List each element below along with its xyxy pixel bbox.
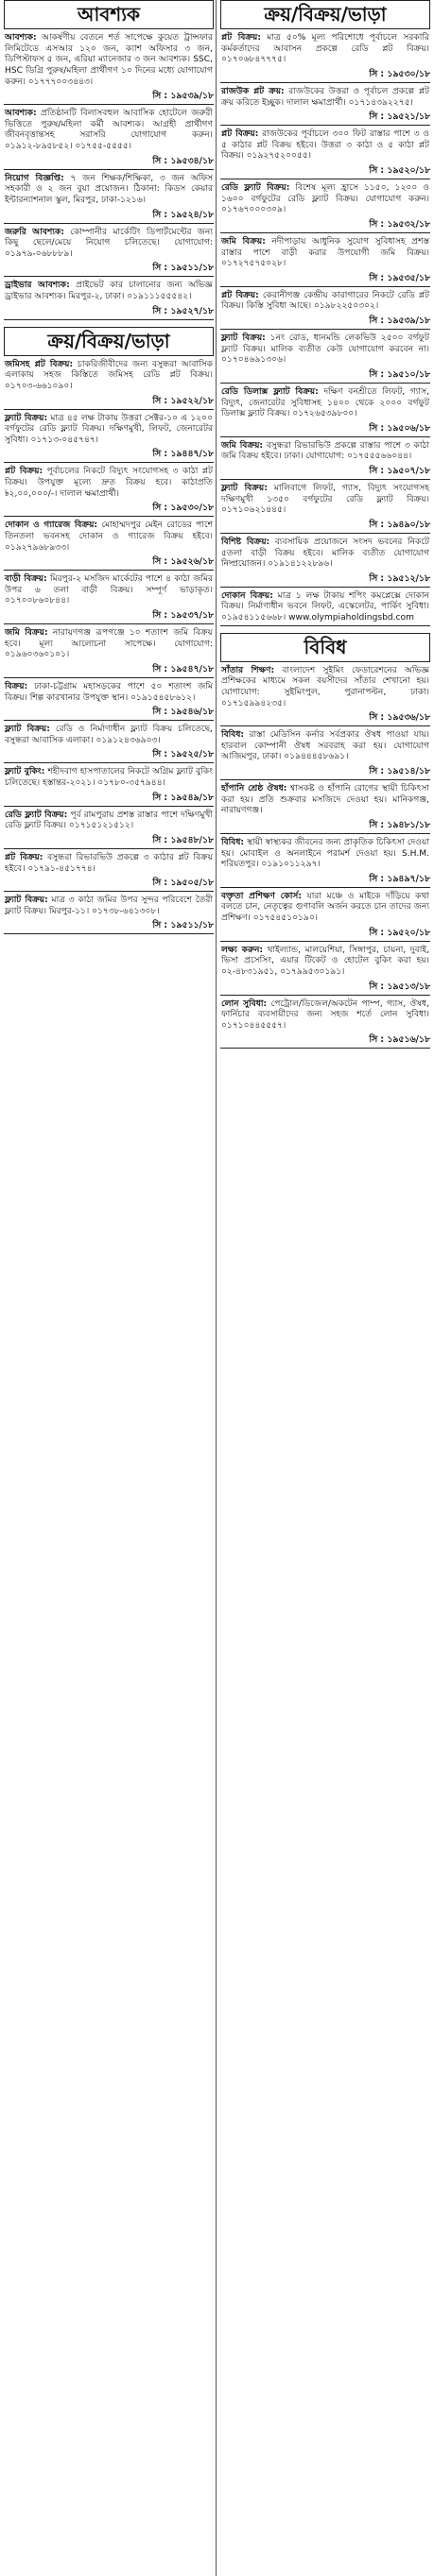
ad-divider (220, 887, 430, 888)
classified-ad (220, 87, 430, 126)
classified-ad (220, 892, 430, 942)
classified-ad (220, 33, 430, 83)
ad-text (4, 228, 214, 261)
ad-body: শ্বাসকষ্ট ও হাঁপানি রোগের স্থায়ী চিকিৎসা করা হয়। প্রতি শুক্রবার মসজিদে দেওয়া হয়। মানিকগঞ্জ, নারায়ণগঞ্জ। (221, 784, 429, 816)
classified-ad (4, 896, 214, 934)
ad-divider (220, 383, 430, 384)
classified-ad (4, 228, 214, 278)
ad-text (4, 574, 214, 607)
ad-reference: সি : ১৯৫০৬/১৮ (369, 422, 430, 434)
ad-reference: সি : ১৯৫৩৯/১৮ (369, 316, 430, 326)
ad-reference: সি : ১৯৫০৫/১৮ (152, 878, 214, 889)
ad-divider (220, 625, 430, 626)
ad-keyword: ফ্ল্যাট বিক্রয়: (5, 725, 50, 735)
ad-reference: সি : ১৯৫৩৫/১৮ (369, 272, 430, 283)
ad-reference: সি : ১৯৪৯০/১৮ (369, 519, 430, 530)
ad-body: রাজউকের উত্তরা ও পূর্বাচল প্রকল্পে প্লট ক্রয় করিতে ইচ্ছুক। দালাল ক্ষমাপ্রার্থী। ০১৭১৪৩৯২২৭৫। (221, 86, 429, 108)
ad-keyword: ফ্ল্যাট বিক্রয়: (5, 896, 48, 906)
ad-body: চাকরিজীবীদের জন্য বসুন্ধরা আবাসিক এলাকায় সহজ কিস্তিতে জমিসহ রেডি প্লট বিক্রয়। ০১৭০৩-৬৬১০৯০। (5, 359, 214, 391)
ad-text (4, 520, 214, 554)
ad-body: ৭ জন শিক্ষক/শিক্ষিকা, ৩ জন অফিস সহকারী ও ২ জন বুয়া প্রয়োজন। ঠিকানা: কিডস কেয়ার ইন্টারন্যাশনাল স্কুল, মিরপুর, ঢাকা-১২১৬। (5, 173, 213, 205)
ad-text (4, 467, 214, 500)
ad-keyword: ফ্ল্যাট বিক্রয়: (221, 484, 268, 493)
ad-reference: সি : ১৯৫২৫/১৮ (152, 749, 214, 760)
ad-divider (220, 587, 430, 588)
ad-reference: সি : ১৯৫১৩/১৮ (369, 981, 430, 992)
ad-divider (220, 833, 430, 834)
ad-body: পূর্বাচলের নিকটে বিদ্যুৎ সংযোগসহ ৩ কাঠা প্লট বিক্রয়। উপযুক্ত মূল্যে দ্রুত বিক্রয় হবে। কাঠাপ্রতি ৳২,০০,০০০/-। দালাল ক্ষমাপ্রার্থী। (5, 467, 213, 499)
ad-reference: সি : ১৯৫১১/১৮ (152, 920, 214, 931)
ad-reference: সি : ১৯৫১৬/১৮ (369, 1034, 430, 1046)
classified-ad (220, 441, 430, 480)
classified-ad (4, 33, 214, 105)
ad-divider (4, 319, 214, 320)
ad-keyword: আবশ্যক: (5, 33, 37, 43)
ad-keyword: সাঁতার শিক্ষণ: (221, 665, 275, 675)
ad-body: মোহাম্মদপুর মেইন রোডের পাশে তিনতলা ভবনসহ দোকান ও গ্যারেজ বিক্রয় হইবে। ০১৯২৭৯৬৮৯৩৩। (5, 520, 213, 553)
right-column (220, 0, 430, 1052)
ad-text (220, 946, 430, 979)
ad-divider (4, 223, 214, 224)
classified-ad (4, 174, 214, 224)
ad-body: পেট্রোল/ডিজেল/অকটেন পাম্প, গ্যাস, ঔষধ, ফার্নিচার ব্যবসায়ীদের জন্য সহজ শর্তে লোন সুবিধা। ০১৭১০৪৪৫৫৫৭। (221, 998, 429, 1031)
ad-divider (4, 570, 214, 571)
ad-keyword: জমি বিক্রয়: (221, 440, 264, 451)
ad-body: রাজউকের পূর্বাচলে ৩০০ ফিট রাস্তার পাশে ৩ ও ৫ কাঠার প্লট বিক্রয় হইবে। উত্তরা ৩ কাঠা ও ৫ কাঠা প্লট বিক্রয়। ০১৯২৭৫২০০৫৫। (221, 129, 429, 162)
ad-divider (4, 848, 214, 849)
ad-keyword: নিয়োগ বিজ্ঞপ্তি: (5, 173, 64, 183)
section-header-buy-sell-rent: ক্রয়/বিক্রয়/ভাড়া (4, 327, 214, 356)
ad-text (220, 333, 430, 367)
ad-reference: সি : ১৯৫২২/১৮ (152, 395, 214, 406)
ad-text (220, 129, 430, 162)
ad-divider (220, 725, 430, 726)
ad-body: পূর্ব রামপুরায় প্রশস্ত রাস্তার পাশে দক্ষিণমুখী রেডি ফ্ল্যাট বিক্রয়। ০১৭১৫১২১৫১২। (5, 810, 213, 831)
ad-keyword: বিবিধ: (221, 730, 245, 741)
ad-text (220, 291, 430, 313)
ad-divider (4, 720, 214, 721)
classified-ad (220, 237, 430, 287)
ad-divider (220, 1048, 430, 1049)
ad-divider (220, 533, 430, 534)
ad-keyword: দোকান বিক্রয়: (221, 590, 273, 601)
ad-keyword: প্লট বিক্রয়: (221, 129, 259, 140)
classified-ad (4, 467, 214, 517)
ad-text (4, 896, 214, 917)
ad-text (220, 892, 430, 925)
ad-keyword: রেডি ডিলাক্স ফ্ল্যাট বিক্রয়: (221, 386, 319, 397)
ad-text (220, 784, 430, 817)
ad-body: মালিবাগে লিফট, গ্যাস, বিদ্যুৎ সংযোগসহ দক্ষিণমুখী ১৩৫০ বর্গফুটের রেডি ফ্ল্যাট বিক্রয়। ০১৭১০৬২১৪৪৫। (221, 484, 429, 516)
classified-ad (4, 682, 214, 721)
classified-ad (220, 484, 430, 534)
ad-reference: সি : ১৯৫১০/১৮ (369, 368, 430, 380)
ad-text (220, 484, 430, 517)
ad-text (220, 387, 430, 420)
ad-body: যারা মঞ্চে ও মাইকে দাঁড়িয়ে কথা বলতে চান, নেতৃত্বের গুণাবলি অর্জন করতে চান তাদের জন্য প্রশিক্ষণ। ০১৭৫৪৫১০১৯০। (221, 891, 429, 923)
classified-ad (4, 574, 214, 624)
ad-reference: সি : ১৯৫৩০/১৮ (152, 503, 214, 514)
classified-ad (220, 838, 430, 888)
ad-text (220, 441, 430, 463)
ad-divider (220, 479, 430, 480)
ad-keyword: বিবিধ: (221, 837, 245, 847)
ad-keyword: জরুরি আবশ্যক: (5, 227, 64, 237)
ad-keyword: জমি বিক্রয়: (221, 236, 266, 247)
ad-reference: সি : ১৯৫৩৪/১৮ (152, 155, 214, 166)
classified-ad (4, 109, 214, 170)
ad-body: কেরানীগঞ্জ কেন্দ্রীয় কারাগারের নিকটে রেডি প্লট বিক্রয়। কিস্তি সুবিধা আছে। ০১৯৮২২৫০৩০২। (221, 290, 429, 312)
ad-keyword: জমি বিক্রয়: (5, 628, 48, 638)
ad-divider (220, 779, 430, 780)
ad-text (4, 628, 214, 661)
ad-keyword: প্লট বিক্রয়: (221, 33, 261, 43)
ad-body: নদীপাড়ায় আধুনিক সুযোগ সুবিধাসহ প্রশস্ত রাস্তার পাশে বাড়ী করার উপযোগী জমি বিক্রয়। ০১৭২৭৫৭৫০২৮। (221, 236, 429, 269)
ad-divider (4, 891, 214, 892)
ad-divider (4, 104, 214, 105)
ad-keyword: বাড়ী বিক্রয়: (5, 574, 47, 585)
ad-reference: সি : ১৯৫১২/১৮ (369, 572, 430, 584)
ad-body: প্রতিষ্ঠানটি বিলাসবহুল আবাসিক হোটেলে জরুরী ভিত্তিতে পুরুষ/মহিলা কর্মী আবশ্যক। আগ্রহী প্রার্থীগণ জীবনবৃত্তান্তসহ সরাসরি যোগাযোগ করুন। ০১৯১২-৮৯৫৮৫২। ০১৭৫৫-৫৫৫৫। (5, 109, 213, 151)
ad-text (4, 33, 214, 88)
ad-body: মাত্র ১ লক্ষ টাকায় শপিং কমপ্লেক্সে দোকান বিক্রয়। নির্মাণাধীন ভবনে লিফট, এস্কেলেটর, পার্কিং সুবিধা। ০১৯৫৪১১৫৬৬৮। www.olympiaholdingsbd.com (221, 590, 429, 623)
ad-text (220, 838, 430, 871)
ad-body: রেডি ও নির্মাণাধীন ফ্ল্যাট বিক্রয় চলিতেছে, বসুন্ধরা আবাসিক এলাকা। ০১৯১২৪৩৬৯০৩। (5, 725, 213, 745)
ad-divider (220, 941, 430, 942)
section-header-buy-sell-rent-right: ক্রয়/বিক্রয়/ভাড়া (220, 0, 430, 29)
ad-text (4, 767, 214, 789)
ad-body: ঢাকা-চট্টগ্রাম মহাসড়কের পাশে ৫০ শতাংশ জমি বিক্রয়। শিল্প কারখানার উপযুক্ত স্থান। ০১৯১৫৪৫৮৬১২। (5, 681, 213, 703)
classified-ad (220, 946, 430, 996)
ad-divider (220, 125, 430, 126)
ad-divider (220, 82, 430, 83)
ad-keyword: প্লট বিক্রয়: (5, 852, 43, 862)
ad-keyword: ফ্ল্যাট বুকিং: (5, 767, 45, 777)
ad-reference: সি : ১৯৪৯৭/১৮ (369, 873, 430, 884)
ad-reference: সি : ১৯৫০৭/১৮ (369, 466, 430, 476)
classified-ad (220, 291, 430, 330)
ad-body: মাত্র ৪৫ লক্ষ টাকায় উত্তরা সেক্টর-১০ এ ১২০০ বর্গফুটের রেডি ফ্ল্যাট বিক্রয়। দক্ষিণমুখী, লিফট, জেনারেটর সুবিধা। ০১৭১৩-০৪৫৭৪৭। (5, 413, 214, 445)
ad-divider (220, 232, 430, 233)
ad-text (4, 810, 214, 832)
ad-keyword: রাজউক প্লট ক্রয়: (221, 86, 285, 96)
jobs-ads (4, 33, 214, 320)
classified-ad (220, 591, 430, 626)
ad-keyword: ড্রাইভার আবশ্যক: (5, 281, 70, 291)
ad-divider (4, 806, 214, 807)
ad-keyword: লোন সুবিধা: (221, 998, 268, 1009)
column-divider (216, 0, 217, 2576)
ad-reference: সি : ১৯৫২০/১৮ (369, 165, 430, 176)
ad-body: রাস্তা মেডিসিন কর্নার সর্বপ্রকার ঔষধ পাওয়া যায়। হারবাল কোম্পানী ঔষধ সরবরাহ করা হয়। যোগাযোগ আজিমপুর, ঢাকা। ০১৯৪৪৪৫৮৬৯১। (221, 730, 429, 762)
misc-ads (220, 666, 430, 1049)
ad-body: বসুন্ধরা রিভারভিউ প্রকল্পে রাস্তার পাশে ৩ কাঠা জমি বিক্রয় হইবে। ঢাকা। যোগাযোগ: ০১৭৫৫৫৬৬০৪৪। (221, 440, 429, 462)
ad-reference: সি : ১৯৫২৭/১৮ (152, 305, 214, 316)
ad-reference: সি : ১৯৫৩৭/১৮ (152, 610, 214, 621)
ad-reference: সি : ১৯৫২৬/১৮ (152, 556, 214, 568)
ad-keyword: আবশ্যক: (5, 109, 37, 119)
ad-text (4, 414, 214, 447)
ad-divider (4, 169, 214, 170)
ad-text (220, 87, 430, 109)
buy-sell-ads (4, 360, 214, 935)
ad-keyword: দোকান ও গ্যারেজ বিক্রয়: (5, 520, 98, 531)
ad-divider (220, 329, 430, 330)
classified-ad (220, 537, 430, 588)
classified-ad (4, 414, 214, 464)
ad-text (220, 237, 430, 270)
classified-ad (220, 387, 430, 437)
classified-ad (220, 730, 430, 780)
property-ads (220, 33, 430, 626)
ad-body: মিরপুর-২ মসজিদ মার্কেটের পাশে ৪ কাঠা জমির উপর ৬ তলা বাড়ী বিক্রয়। সম্পূর্ণ ভাড়াকৃত। ০১৭০০৮৬০৮৪৪। (5, 574, 213, 606)
ad-body: মাত্র ৫০% মূল্য পরিশোধে পূর্বাচলে সরকারি কর্মকর্তাদের আবাসন প্রকল্পে রেডি প্লট বিক্রয়। ০১৭০৬৮৪৭৭৭৫। (221, 33, 429, 65)
ad-reference: সি : ১৯৫২০/১৮ (369, 927, 430, 938)
ad-text (220, 33, 430, 66)
ad-divider (4, 677, 214, 678)
ad-text (4, 174, 214, 207)
ad-body: আকর্ষণীয় বেতনে শর্ত সাপেক্ষে কুয়েত ট্রান্সফার লিমিটেডে এসআর ১২০ জন, ক্যাশ অফিসার ৩ জন, ডিপিস্টাফস ৫ জন, এরিয়া ম্যানেজার ৩ জন আবশ্যক। SSC, HSC ডিগ্রি পুরুষ/মহিলা প্রার্থীগণ ১০ দিনের মধ্যে যোগাযোগ করুন। ০১৭৭৭০০৩৪৪৩। (5, 33, 213, 87)
ad-body: বিশেষ মূল্য হ্রাসে ১১৫০, ১২০০ ও ১৬০০ বর্গফুটের রেডি ফ্ল্যাট বিক্রয়। যোগাযোগ করুন। ০১৭৬৭০০০৩০৯। (221, 183, 430, 215)
classified-ad (220, 999, 430, 1049)
ad-reference: সি : ১৯৫৪৬/১৮ (152, 707, 214, 718)
classified-ad (4, 853, 214, 892)
ad-text (4, 725, 214, 746)
classified-ad (220, 129, 430, 179)
section-header-jobs: আবশ্যক (4, 0, 214, 29)
ad-text (220, 999, 430, 1032)
classified-ad (4, 767, 214, 806)
ad-divider (4, 276, 214, 277)
ad-body: মাত্র ৩ কাঠা জমির উপর সুন্দর পরিবেশে তৈরী ফ্ল্যাট বিক্রয়। মিরপুর-১১। ০১৭৩৮-৬৪১৩০৮। (5, 896, 213, 916)
ad-text (220, 730, 430, 763)
ad-body: প্রাইভেট কার চালানোর জন্য অভিজ্ঞ ড্রাইভার আবশ্যক। মিরপুর-২, ঢাকা। ০১৯১১১৫৫৫৪২। (5, 281, 213, 301)
ad-divider (4, 462, 214, 463)
ad-keyword: রেডি ফ্ল্যাট বিক্রয়: (5, 810, 68, 820)
ad-body: বাংলাদেশ সুইমিং ফেডারেশনের অভিজ্ঞ প্রশিক্ষকের মাধ্যমে সকল বয়সীদের সাঁতার শেখানো হয়। যোগাযোগ: সুইমিংপুল, পুরানাপল্টন, ঢাকা। ০১৭১৫৯৯৪২৩৫। (221, 665, 429, 708)
ad-text (220, 183, 430, 216)
ad-body: বসুন্ধরা রিভারভিউ প্রকল্পে ৩ কাঠার প্লট বিক্রয় হইবে। ০১৭৯১-৪৫১৭৭৪। (5, 852, 213, 874)
ad-reference: সি : ১৯৫৩৯/১৮ (152, 91, 214, 102)
ad-body: স্থায়ী স্বাস্থ্যকর জীবনের জন্য প্রাকৃতিক চিকিৎসা দেওয়া হয়। মোবাইল ও অনলাইনে পরামর্শ দেওয়া হয়। S.H.M. শরিয়তপুর। ০১৯১০১১২৯৭। (221, 837, 429, 870)
ad-reference: সি : ১৯৫১৪/১৮ (369, 766, 430, 776)
ad-reference: সি : ১৯৪৮১/১৮ (369, 819, 430, 830)
ad-divider (4, 409, 214, 410)
classified-ad (4, 360, 214, 410)
ad-reference: সি : ১৯৫৩০/১৮ (369, 68, 430, 79)
ad-text (4, 360, 214, 393)
ad-reference: সি : ১৯৫৪৮/১৮ (152, 834, 214, 845)
ad-keyword: রেডি ফ্ল্যাট বিক্রয়: (221, 183, 290, 193)
ad-keyword: ফ্ল্যাট বিক্রয়: (221, 333, 266, 343)
ad-divider (4, 516, 214, 517)
ad-reference: সি : ১৯৫৪৭/১৮ (152, 663, 214, 674)
ad-text (220, 666, 430, 710)
ad-reference: সি : ১৯৫৩২/১৮ (369, 218, 430, 230)
ad-text (4, 682, 214, 704)
classified-ad (220, 666, 430, 727)
ad-divider (220, 995, 430, 996)
ad-keyword: লক্ষ্য করুন: (221, 945, 264, 955)
ad-keyword: হাঁপানি শ্রেষ্ঠ ঔষধ: (221, 784, 287, 793)
ad-body: দক্ষিণ বনশ্রীতে লিফট, গ্যাস, বিদ্যুৎ, জেনারেটর সুবিধাসহ ১৪০০ থেকে ২০০০ বর্গফুট ডিলাক্স ফ্ল্যাট বিক্রয়। ০১৭২৬৫৩৯৮০০। (221, 386, 429, 419)
classified-ad (4, 520, 214, 571)
ad-reference: সি : ১৯৫১১/১৮ (152, 263, 214, 274)
ad-body: নারায়ণগঞ্জ রূপগঞ্জে ১০ শতাংশ জমি বিক্রয় হবে। মূল্য আলোচনা সাপেক্ষে। যোগাযোগ: ০১৯৬০৩৬০১০১। (5, 628, 213, 660)
ad-reference: সি : ১৯৫২১/১৮ (369, 111, 430, 123)
classified-ad (220, 333, 430, 384)
ad-keyword: বিশিষ্ট বিক্রয়: (221, 537, 270, 547)
ad-text (4, 281, 214, 302)
classified-ad (4, 281, 214, 319)
ad-body: ১নং রোড, ধানমন্ডি লেকভিউ ২৫০০ বর্গফুট ফ্ল্যাট বিক্রয়। মালিক ব্যতীত কেউ যোগাযোগ করবেন না। ০১৭০৪৬৯১৩০৬। (221, 333, 429, 366)
classified-ad (4, 628, 214, 678)
ad-keyword: ফ্ল্যাট বিক্রয়: (5, 413, 48, 423)
ad-keyword: প্লট বিক্রয়: (5, 467, 43, 477)
left-column (4, 0, 214, 938)
section-header-misc: বিবিধ (220, 633, 430, 662)
ad-keyword: বিক্রয়: (5, 681, 28, 691)
ad-reference: সি : ১৯৫২৪/১৮ (152, 209, 214, 220)
classified-ad (220, 183, 430, 233)
classified-ad (4, 810, 214, 849)
ad-text (4, 109, 214, 153)
ad-text (220, 591, 430, 624)
classified-ad (220, 784, 430, 834)
ad-body: শহীদবাগ হাসপাতালের নিকটে অগ্রিম ফ্ল্যাট বুকিং চলিতেছে। হস্তান্তর-২০২১। ০১৭৮০-৩৫৭৯৪৪। (5, 767, 213, 788)
ad-body: থাইল্যান্ড, মালয়েশিয়া, সিঙ্গাপুর, চায়না, দুবাই, ভিসা প্রসেসিং, এয়ার টিকেট ও হোটেল বুকিং করা হয়। ০২-৪৮৩১৯৫১, ০১৭৯৯৫৩০১৯১। (221, 945, 429, 977)
classified-ad (4, 725, 214, 763)
ad-divider (220, 286, 430, 287)
ad-keyword: জমিসহ প্লট বিক্রয়: (5, 359, 74, 369)
ad-divider (4, 933, 214, 934)
ad-body: কোম্পানীর মার্কেটিং ডিপার্টমেন্টের জন্য কিছু ছেলে/মেয়ে নিয়োগ চলিতেছে। যোগাযোগ: ০১৯৭৯-০৬৮৮৮৯। (5, 227, 213, 259)
ad-reference: সি : ১৯৫৩৬/১৮ (369, 712, 430, 724)
ad-text (220, 537, 430, 571)
ad-keyword: প্লট বিক্রয়: (221, 290, 259, 300)
ad-divider (220, 436, 430, 437)
ad-divider (4, 623, 214, 624)
ad-reference: সি : ১৯৪৪৭/১৮ (152, 449, 214, 460)
ad-reference: সি : ১৯৫৪৯/১৮ (152, 792, 214, 803)
ad-divider (4, 762, 214, 763)
ad-keyword: বক্তৃতা প্রশিক্ষণ কোর্স: (221, 891, 302, 901)
ad-body: ব্যবসায়িক প্রয়োজনে সংসদ ভবনের নিকটে ৫তলা বাড়ী বিক্রয় হইবে। মালিক ব্যতীত যোগাযোগ নিষ্প্রয়োজন। ০১৯১৪১২২৮৯৬। (221, 537, 429, 570)
ad-text (4, 853, 214, 875)
